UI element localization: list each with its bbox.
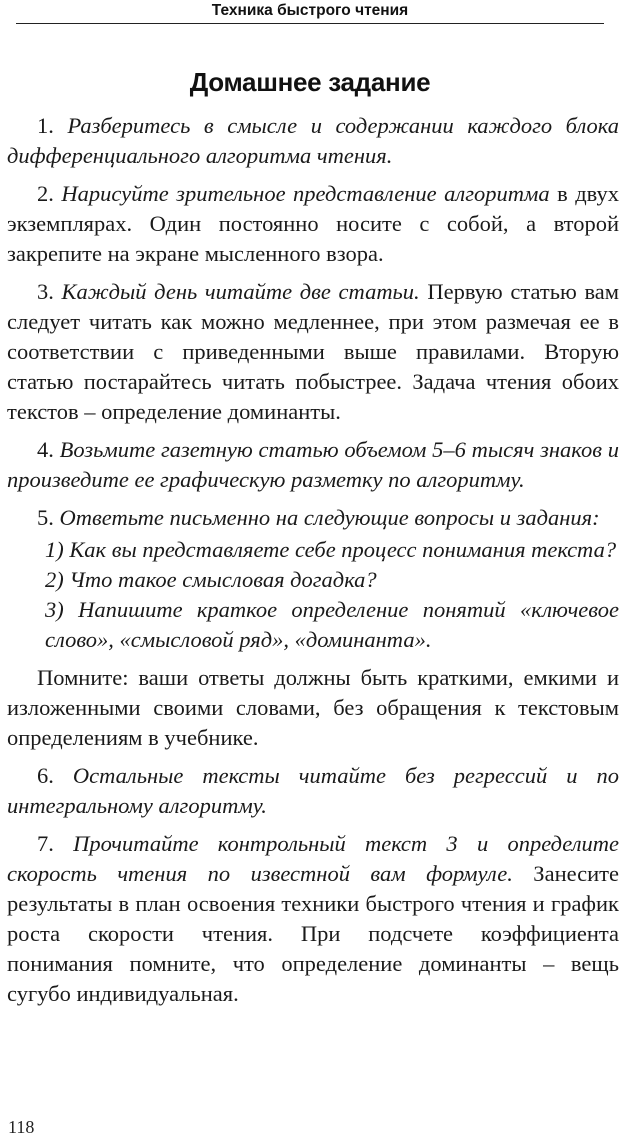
task-item-6 [7,761,619,821]
task-italic-text: Ответьте письменно на следующие вопросы и задания: [59,505,600,530]
task-number: 4. [37,437,54,462]
task-number: 6. [37,763,54,788]
task-item-7 [7,829,619,1009]
task-italic-text: Каждый день читайте две статьи. [61,279,420,304]
task-italic-text: Разберитесь в смысле и содержании каждого блока дифференциального алгоритма чтения. [7,113,619,168]
task-italic-text: Возьмите газетную статью объемом 5–6 тысяч знаков и произведите ее графическую разметку по алгоритму. [7,437,619,492]
header-rule [16,23,604,24]
task-item-3 [7,277,619,427]
task-number: 3. [37,279,54,304]
question-2: 2) Что такое смысловая догадка? [45,567,377,592]
task-item-5 [7,503,619,533]
task-plain-text: в двух экземплярах. Один постоянно носите с собой, а второй закрепите на экране мысленного взора. [7,181,619,266]
page-title: Домашнее задание [189,67,431,97]
task-item-2 [7,179,619,269]
reminder-paragraph: Помните: ваши ответы должны быть краткими, емкими и изложенными своими словами, без обращения к текстовым определениям в учебнике. [7,665,619,750]
task-italic-text: Остальные тексты читайте без регрессий и по интегральному алгоритму. [7,763,619,818]
task-number: 7. [37,831,54,856]
task-italic-text: Прочитайте контрольный текст 3 и определите скорость чтения по известной вам формуле. [7,831,620,886]
task-plain-text: Первую статью вам следует читать как можно медленнее, при этом размечая ее в соответствии с приведенными выше правилами. Вторую статью постарайтесь читать побыстрее. Задача чтения обоих текстов – определение доминанты. [7,279,619,424]
task-plain-text: Занесите результаты в план освоения техники быстрого чтения и график роста скорости чтения. При подсчете коэффициента понимания помните, что определение доминанты – вещь сугубо индивидуальная. [7,861,620,1006]
task-italic-text: Нарисуйте зрительное представление алгоритма [61,181,550,206]
task-number: 5. [37,505,54,530]
question-1: 1) Как вы представляете себе процесс понимания текста? [45,537,617,562]
task-number: 1. [37,113,54,138]
task-item-4 [7,435,619,495]
running-head: Техника быстрого чтения [211,2,409,19]
page-number: 118 [8,1117,35,1137]
body-text [7,111,619,1017]
question-3: 3) Напишите краткое определение понятий «ключевое слово», «смысловой ряд», «доминанта». [45,597,619,652]
task-number: 2. [37,181,54,206]
task-item-1 [7,111,619,171]
